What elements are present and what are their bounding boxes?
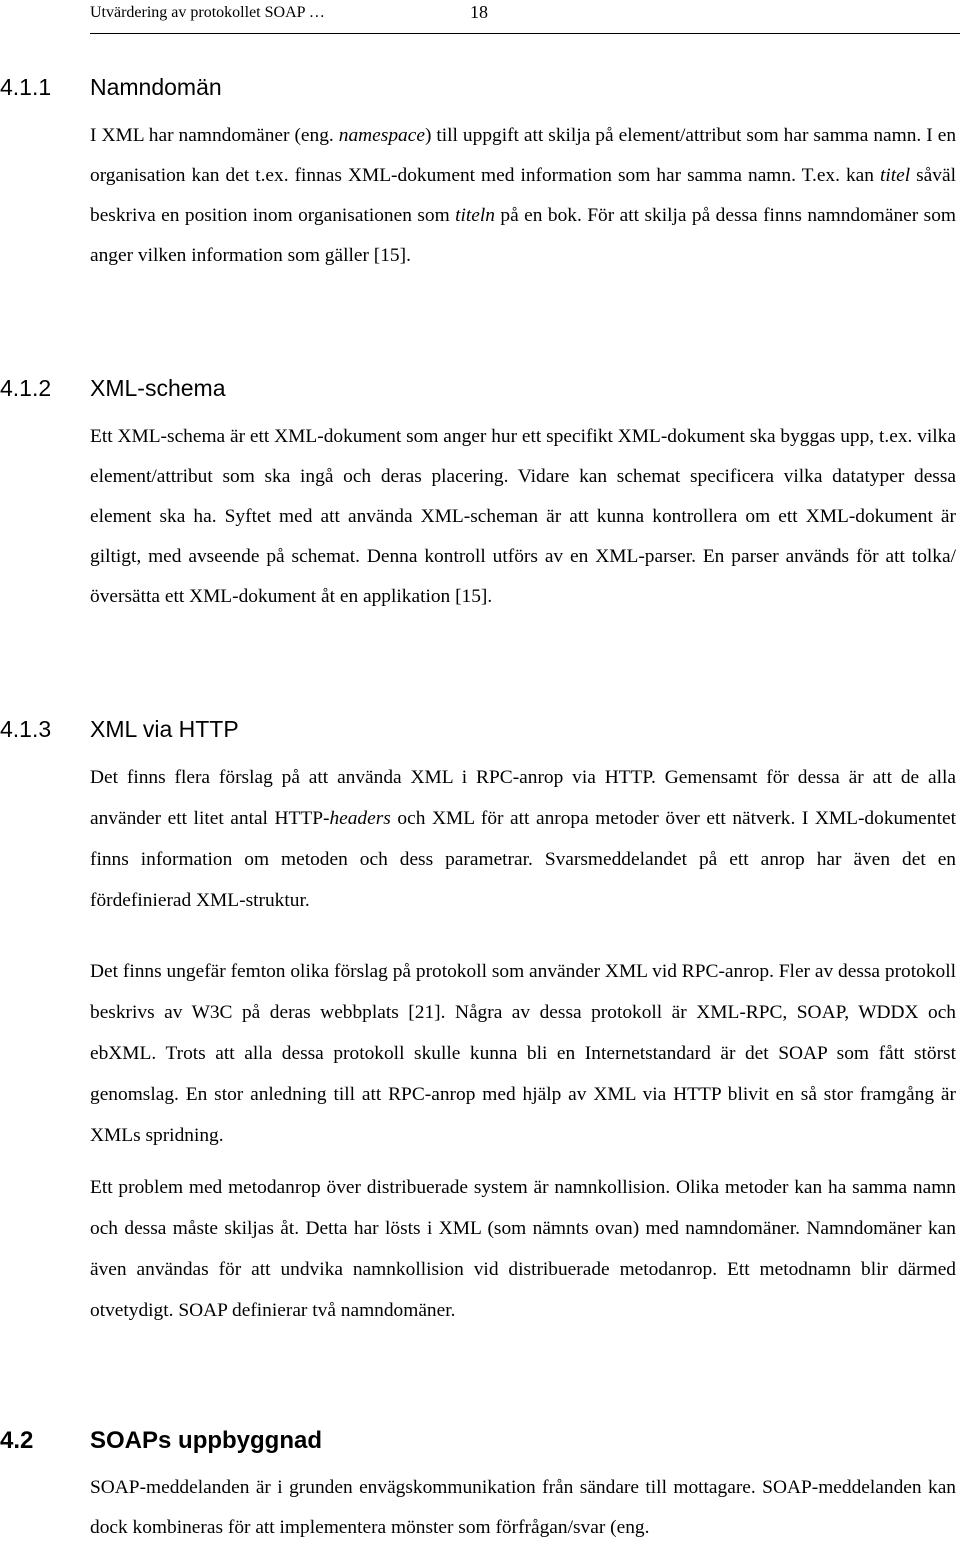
paragraph-soaps-uppbyggnad: SOAP-meddelanden är i grunden envägskommunikation från sändare till mottagare. SOAP-meddelanden kan dock kombineras för att implementera mönster som förfrågan/svar (eng.	[90, 1477, 956, 1538]
page-header	[90, 0, 960, 34]
section-number: 4.1.2	[0, 375, 52, 401]
paragraph-xml-via-http-1: Det finns flera förslag på att använda XML i RPC-anrop via HTTP. Gemensamt för dessa är att de alla använder ett litet antal HTTP-headers och XML för att anropa metoder över ett nätverk. I XML-dokumentet finns information om metoden och dess parametrar. Svarsmeddelandet på ett anrop har även det en fördefinierad XML-struktur.	[90, 767, 956, 911]
section-number: 4.1.1	[0, 74, 52, 100]
section-title: XML via HTTP	[90, 716, 239, 742]
section-number: 4.2	[0, 1427, 34, 1454]
paragraph-namndoman: I XML har namndomäner (eng. namespace) till uppgift att skilja på element/attribut som har samma namn. I en organisation kan det t.ex. finnas XML-dokument med information som har samma namn. T.ex. kan titel såväl beskriva en position inom organisationen som titeln på en bok. För att skilja på dessa finns namndomäner som anger vilken information som gäller [15].	[90, 125, 957, 266]
section-title: SOAPs uppbyggnad	[90, 1427, 323, 1454]
running-title: Utvärdering av protokollet SOAP …	[90, 4, 325, 21]
paragraph-xml-via-http-3: Ett problem med metodanrop över distribuerade system är namnkollision. Olika metoder kan ha samma namn och dessa måste skiljas åt. Detta har lösts i XML (som nämnts ovan) med namndomäner. Namndomäner kan även användas för att undvika namnkollision vid distribuerade metodanrop. Ett metodnamn blir därmed otvetydigt. SOAP definierar två namndomäner.	[90, 1177, 956, 1321]
section-number: 4.1.3	[0, 716, 52, 742]
section-title: XML-schema	[90, 375, 226, 401]
paragraph-xml-via-http-2: Det finns ungefär femton olika förslag på protokoll som använder XML vid RPC-anrop. Fler av dessa protokoll beskrivs av W3C på deras webbplats [21]. Några av dessa protokoll är XML-RPC, SOAP, WDDX och ebXML. Trots att alla dessa protokoll skulle kunna bli en Internetstandard är det SOAP som fått störst genomslag. En stor anledning till att RPC-anrop med hjälp av XML via HTTP blivit en så stor framgång är XMLs spridning.	[90, 961, 956, 1146]
section-title: Namndomän	[90, 74, 222, 100]
paragraph-xml-schema: Ett XML-schema är ett XML-dokument som anger hur ett specifikt XML-dokument ska byggas upp, t.ex. vilka element/attribut som ska ingå och deras placering. Vidare kan schemat specificera vilka datatyper dessa element ska ha. Syftet med att använda XML-scheman är att kunna kontrollera om ett XML-dokument är giltigt, med avseende på schemat. Denna kontroll utförs av en XML-parser. En parser används för att tolka/översätta ett XML-dokument åt en applikation [15].	[90, 426, 956, 607]
page-number: 18	[470, 2, 488, 22]
